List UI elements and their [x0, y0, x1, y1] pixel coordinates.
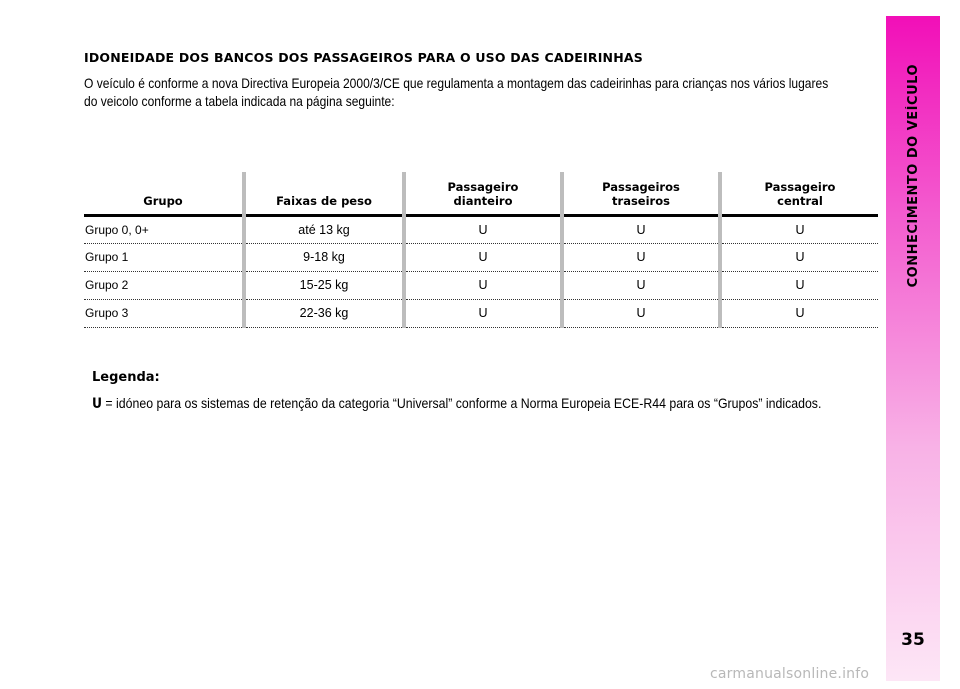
cell-group: Grupo 1 [85, 250, 129, 264]
legend-title: Legenda: [92, 370, 160, 385]
cell-rear: U [562, 300, 720, 328]
header-weight: Faixas de peso [244, 172, 404, 216]
watermark: carmanualsonline.info [710, 666, 870, 682]
cell-group: Grupo 2 [85, 278, 129, 292]
page-title: IDONEIDADE DOS BANCOS DOS PASSAGEIROS PARA O USO DAS CADEIRINHAS [84, 50, 643, 65]
cell-front: U [404, 216, 562, 244]
section-sidebar [886, 16, 940, 681]
cell-group: Grupo 3 [85, 306, 129, 320]
cell-weight: 22-36 kg [244, 300, 404, 328]
legend-description: = idóneo para os sistemas de retenção da categoria “Universal” conforme a Norma Europeia ECE-R44 para os “Grupos” indicados. [105, 395, 822, 411]
cell-rear: U [562, 244, 720, 272]
table-row [84, 244, 878, 272]
intro-paragraph [84, 74, 884, 110]
table-row [84, 216, 878, 244]
cell-front: U [404, 244, 562, 272]
table-header-row [84, 172, 878, 216]
intro-line-1: O veículo é conforme a nova Directiva Europeia 2000/3/CE que regulamenta a montagem das cadeirinhas para crianças nos vários lugares [84, 75, 829, 91]
header-rear-passengers: Passageiros traseiros [562, 172, 720, 216]
cell-rear: U [562, 216, 720, 244]
cell-center: U [720, 216, 878, 244]
cell-weight: até 13 kg [244, 216, 404, 244]
legend [92, 370, 921, 412]
table-row [84, 300, 878, 328]
section-title: CONHECIMENTO DO VEÍCULO [905, 64, 921, 288]
child-seat-table-container [84, 172, 878, 328]
header-center-passenger: Passageiro central [720, 172, 878, 216]
table-row [84, 272, 878, 300]
intro-line-2: do veicolo conforme a tabela indicada na página seguinte: [84, 93, 395, 109]
cell-center: U [720, 244, 878, 272]
cell-group: Grupo 0, 0+ [85, 223, 149, 237]
cell-center: U [720, 300, 878, 328]
cell-weight: 15-25 kg [244, 272, 404, 300]
page-number: 35 [901, 630, 925, 650]
cell-front: U [404, 272, 562, 300]
legend-entry [92, 395, 821, 412]
header-front-passenger: Passageiro dianteiro [404, 172, 562, 216]
section-title-container [886, 46, 940, 306]
cell-rear: U [562, 272, 720, 300]
child-seat-table [84, 172, 878, 328]
header-group: Grupo [143, 194, 183, 208]
legend-key: U [92, 396, 103, 412]
cell-center: U [720, 272, 878, 300]
cell-front: U [404, 300, 562, 328]
cell-weight: 9-18 kg [244, 244, 404, 272]
